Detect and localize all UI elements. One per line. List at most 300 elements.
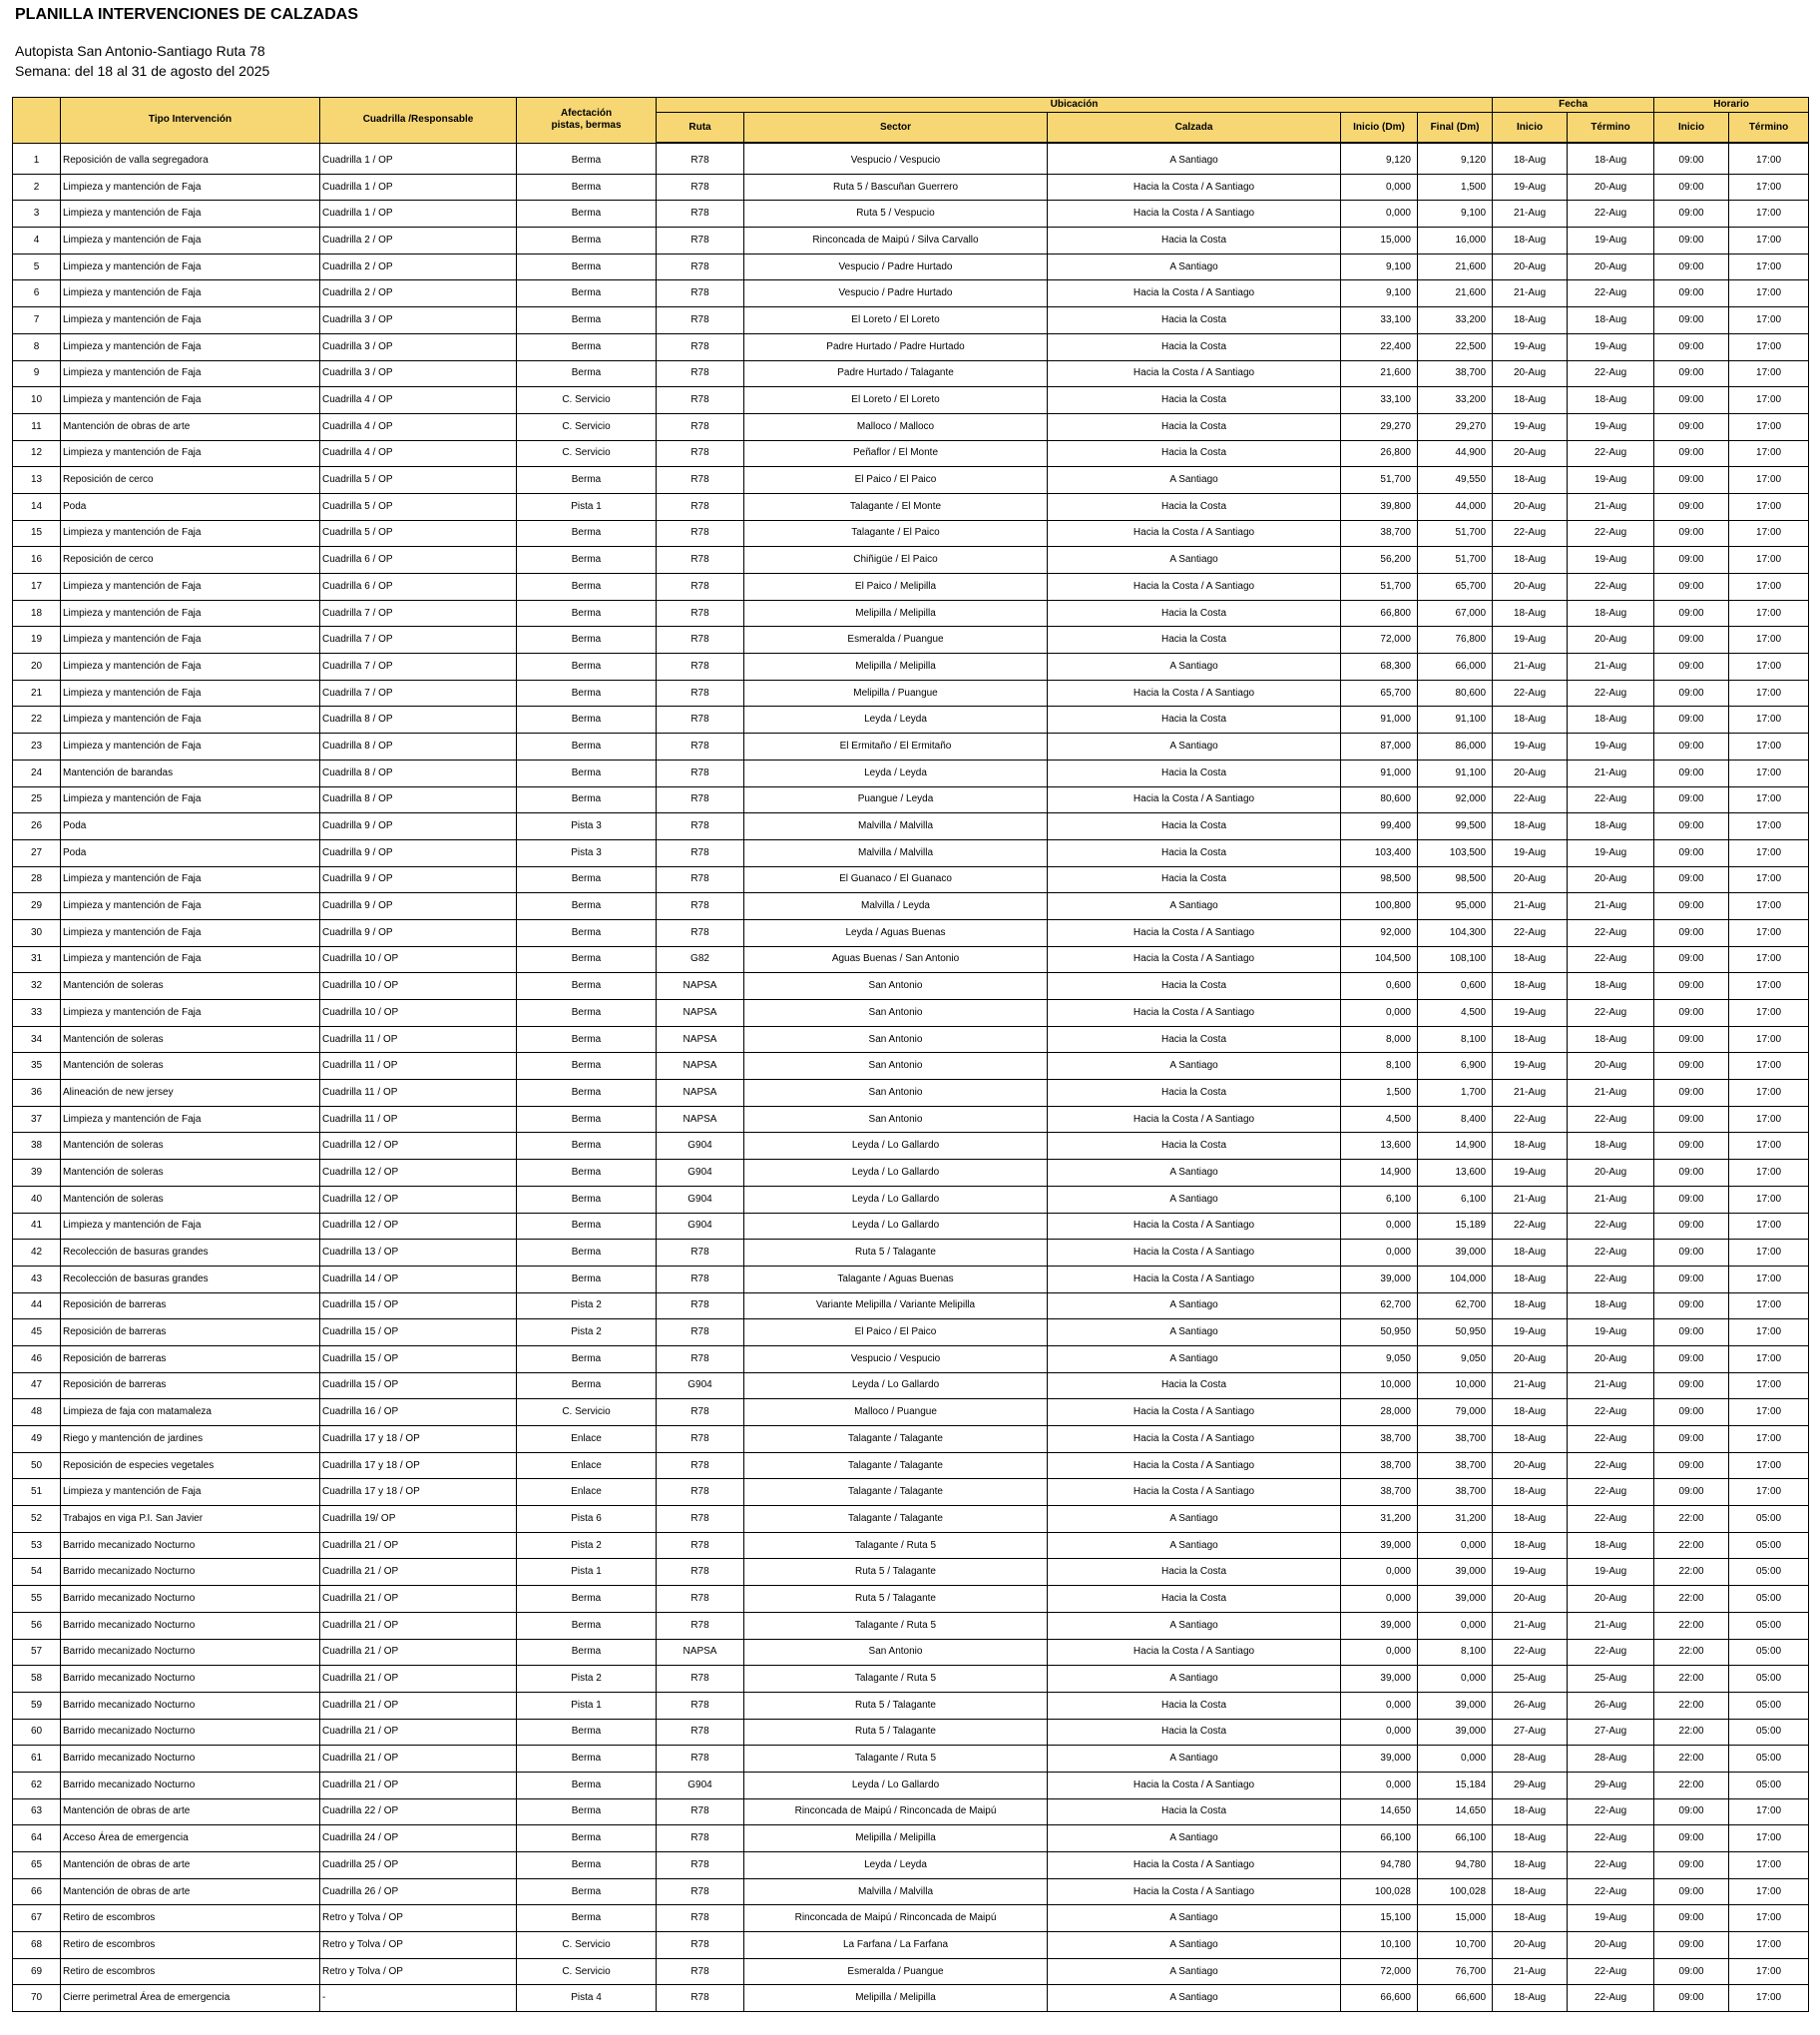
cell-afectacion: C. Servicio [517, 1932, 657, 1959]
cell-fecha-termino: 22-Aug [1568, 1240, 1654, 1267]
cell-afectacion: Berma [517, 333, 657, 360]
cell-cuadrilla: Cuadrilla 12 / OP [320, 1160, 517, 1187]
cell-number: 56 [13, 1612, 61, 1639]
cell-afectacion: Pista 2 [517, 1666, 657, 1693]
table-row [13, 1292, 1809, 1319]
cell-afectacion: Berma [517, 1345, 657, 1372]
cell-hora-termino: 05:00 [1729, 1746, 1809, 1773]
cell-final-dm: 104,000 [1418, 1266, 1493, 1292]
cell-cuadrilla: Retro y Tolva / OP [320, 1905, 517, 1932]
cell-afectacion: Berma [517, 893, 657, 920]
table-row [13, 1798, 1809, 1825]
cell-afectacion: Enlace [517, 1479, 657, 1506]
cell-sector: Ruta 5 / Talagante [744, 1240, 1048, 1267]
cell-fecha-inicio: 18-Aug [1493, 1985, 1568, 2012]
cell-ruta: R78 [657, 360, 744, 387]
cell-ruta: R78 [657, 1958, 744, 1985]
cell-afectacion: Berma [517, 174, 657, 201]
cell-calzada: A Santiago [1048, 734, 1341, 761]
cell-inicio-dm: 10,000 [1341, 1372, 1418, 1399]
cell-hora-inicio: 09:00 [1654, 1825, 1729, 1852]
cell-ruta: R78 [657, 1932, 744, 1959]
cell-calzada: Hacia la Costa [1048, 839, 1341, 866]
cell-cuadrilla: Cuadrilla 21 / OP [320, 1532, 517, 1559]
cell-hora-inicio: 09:00 [1654, 1026, 1729, 1053]
cell-afectacion: Berma [517, 360, 657, 387]
cell-calzada: Hacia la Costa [1048, 1719, 1341, 1746]
cell-hora-termino: 17:00 [1729, 1345, 1809, 1372]
cell-tipo: Barrido mecanizado Nocturno [61, 1746, 320, 1773]
cell-number: 42 [13, 1240, 61, 1267]
subtitle-highway: Autopista San Antonio-Santiago Ruta 78 [15, 43, 265, 59]
cell-sector: Esmeralda / Puangue [744, 1958, 1048, 1985]
cell-sector: Ruta 5 / Talagante [744, 1559, 1048, 1586]
cell-tipo: Recolección de basuras grandes [61, 1266, 320, 1292]
cell-fecha-termino: 22-Aug [1568, 1798, 1654, 1825]
cell-calzada: A Santiago [1048, 143, 1341, 174]
cell-cuadrilla: Cuadrilla 11 / OP [320, 1053, 517, 1080]
cell-afectacion: Berma [517, 600, 657, 627]
table-row [13, 1905, 1809, 1932]
cell-number: 14 [13, 493, 61, 520]
cell-cuadrilla: Cuadrilla 12 / OP [320, 1186, 517, 1213]
cell-fecha-inicio: 22-Aug [1493, 786, 1568, 813]
cell-cuadrilla: Cuadrilla 2 / OP [320, 254, 517, 280]
cell-fecha-termino: 19-Aug [1568, 228, 1654, 254]
cell-hora-termino: 17:00 [1729, 1905, 1809, 1932]
cell-cuadrilla: Cuadrilla 11 / OP [320, 1106, 517, 1133]
cell-fecha-termino: 22-Aug [1568, 1266, 1654, 1292]
cell-ruta: R78 [657, 760, 744, 786]
cell-ruta: R78 [657, 866, 744, 893]
cell-hora-termino: 17:00 [1729, 1479, 1809, 1506]
cell-hora-inicio: 09:00 [1654, 866, 1729, 893]
page-title: PLANILLA INTERVENCIONES DE CALZADAS [15, 6, 359, 23]
cell-ruta: R78 [657, 1746, 744, 1773]
cell-inicio-dm: 9,050 [1341, 1345, 1418, 1372]
header-inicio-dm: Inicio (Dm) [1341, 113, 1418, 144]
cell-afectacion: Pista 4 [517, 1985, 657, 2012]
cell-final-dm: 15,189 [1418, 1213, 1493, 1240]
cell-fecha-termino: 21-Aug [1568, 1080, 1654, 1107]
cell-hora-termino: 17:00 [1729, 1053, 1809, 1080]
cell-hora-inicio: 09:00 [1654, 1479, 1729, 1506]
cell-ruta: R78 [657, 1240, 744, 1267]
cell-fecha-inicio: 19-Aug [1493, 1160, 1568, 1187]
cell-cuadrilla: Cuadrilla 12 / OP [320, 1133, 517, 1160]
cell-number: 44 [13, 1292, 61, 1319]
cell-final-dm: 15,000 [1418, 1905, 1493, 1932]
table-row [13, 1612, 1809, 1639]
cell-tipo: Alineación de new jersey [61, 1080, 320, 1107]
cell-inicio-dm: 9,100 [1341, 280, 1418, 307]
cell-ruta: R78 [657, 143, 744, 174]
table-row [13, 1160, 1809, 1187]
cell-afectacion: Berma [517, 280, 657, 307]
cell-number: 40 [13, 1186, 61, 1213]
cell-fecha-inicio: 22-Aug [1493, 919, 1568, 946]
cell-final-dm: 22,500 [1418, 333, 1493, 360]
cell-sector: Talagante / Ruta 5 [744, 1746, 1048, 1773]
cell-tipo: Mantención de obras de arte [61, 413, 320, 440]
cell-afectacion: Enlace [517, 1426, 657, 1453]
cell-fecha-termino: 22-Aug [1568, 1000, 1654, 1027]
cell-tipo: Poda [61, 493, 320, 520]
cell-inicio-dm: 0,000 [1341, 1719, 1418, 1746]
table-row [13, 654, 1809, 681]
cell-tipo: Acceso Área de emergencia [61, 1825, 320, 1852]
header-final-dm: Final (Dm) [1418, 113, 1493, 144]
cell-inicio-dm: 21,600 [1341, 360, 1418, 387]
header-fecha: Fecha [1493, 98, 1654, 113]
cell-number: 67 [13, 1905, 61, 1932]
cell-cuadrilla: Cuadrilla 2 / OP [320, 280, 517, 307]
table-row [13, 1719, 1809, 1746]
cell-afectacion: Berma [517, 520, 657, 547]
cell-ruta: R78 [657, 440, 744, 467]
cell-afectacion: Berma [517, 1053, 657, 1080]
cell-fecha-termino: 20-Aug [1568, 1053, 1654, 1080]
cell-ruta: NAPSA [657, 1053, 744, 1080]
cell-calzada: Hacia la Costa [1048, 866, 1341, 893]
cell-calzada: A Santiago [1048, 1905, 1341, 1932]
cell-calzada: Hacia la Costa / A Santiago [1048, 1240, 1341, 1267]
cell-afectacion: Pista 3 [517, 839, 657, 866]
cell-ruta: R78 [657, 627, 744, 654]
header-number [13, 98, 61, 144]
cell-inicio-dm: 0,000 [1341, 174, 1418, 201]
cell-hora-inicio: 09:00 [1654, 280, 1729, 307]
cell-cuadrilla: Retro y Tolva / OP [320, 1932, 517, 1959]
cell-inicio-dm: 39,000 [1341, 1666, 1418, 1693]
cell-calzada: Hacia la Costa / A Santiago [1048, 946, 1341, 973]
cell-calzada: Hacia la Costa / A Santiago [1048, 1878, 1341, 1905]
cell-inicio-dm: 9,100 [1341, 254, 1418, 280]
cell-afectacion: Berma [517, 1213, 657, 1240]
cell-afectacion: Berma [517, 919, 657, 946]
cell-final-dm: 1,500 [1418, 174, 1493, 201]
cell-hora-inicio: 09:00 [1654, 174, 1729, 201]
cell-hora-inicio: 09:00 [1654, 1319, 1729, 1346]
cell-hora-inicio: 22:00 [1654, 1586, 1729, 1613]
table-row [13, 413, 1809, 440]
cell-calzada: Hacia la Costa [1048, 1372, 1341, 1399]
cell-hora-termino: 17:00 [1729, 1399, 1809, 1426]
cell-hora-inicio: 09:00 [1654, 360, 1729, 387]
cell-tipo: Mantención de obras de arte [61, 1798, 320, 1825]
cell-hora-termino: 17:00 [1729, 946, 1809, 973]
table-row [13, 360, 1809, 387]
cell-number: 27 [13, 839, 61, 866]
cell-fecha-termino: 22-Aug [1568, 680, 1654, 707]
cell-calzada: Hacia la Costa / A Santiago [1048, 1213, 1341, 1240]
cell-cuadrilla: Cuadrilla 21 / OP [320, 1666, 517, 1693]
cell-ruta: R78 [657, 919, 744, 946]
cell-ruta: R78 [657, 1292, 744, 1319]
cell-cuadrilla: Cuadrilla 11 / OP [320, 1026, 517, 1053]
cell-hora-termino: 17:00 [1729, 574, 1809, 601]
cell-tipo: Mantención de soleras [61, 1026, 320, 1053]
cell-fecha-inicio: 18-Aug [1493, 1479, 1568, 1506]
cell-cuadrilla: Cuadrilla 5 / OP [320, 493, 517, 520]
cell-hora-termino: 17:00 [1729, 1958, 1809, 1985]
cell-cuadrilla: Retro y Tolva / OP [320, 1958, 517, 1985]
table-row [13, 254, 1809, 280]
cell-final-dm: 51,700 [1418, 547, 1493, 574]
cell-inicio-dm: 0,000 [1341, 201, 1418, 228]
table-row [13, 1133, 1809, 1160]
cell-inicio-dm: 91,000 [1341, 707, 1418, 734]
cell-afectacion: Berma [517, 707, 657, 734]
cell-tipo: Limpieza y mantención de Faja [61, 893, 320, 920]
cell-sector: Leyda / Lo Gallardo [744, 1160, 1048, 1187]
cell-calzada: A Santiago [1048, 1186, 1341, 1213]
cell-ruta: R78 [657, 307, 744, 334]
cell-hora-termino: 17:00 [1729, 1213, 1809, 1240]
cell-afectacion: Berma [517, 1639, 657, 1666]
cell-number: 15 [13, 520, 61, 547]
cell-inicio-dm: 33,100 [1341, 387, 1418, 414]
cell-tipo: Mantención de obras de arte [61, 1852, 320, 1879]
cell-calzada: Hacia la Costa / A Santiago [1048, 919, 1341, 946]
cell-hora-inicio: 09:00 [1654, 1958, 1729, 1985]
table-row [13, 1506, 1809, 1533]
cell-fecha-termino: 22-Aug [1568, 946, 1654, 973]
cell-hora-inicio: 09:00 [1654, 254, 1729, 280]
cell-hora-termino: 17:00 [1729, 760, 1809, 786]
cell-number: 3 [13, 201, 61, 228]
cell-ruta: R78 [657, 333, 744, 360]
cell-sector: Leyda / Leyda [744, 760, 1048, 786]
table-row [13, 786, 1809, 813]
cell-fecha-inicio: 21-Aug [1493, 201, 1568, 228]
cell-afectacion: Pista 6 [517, 1506, 657, 1533]
cell-final-dm: 15,184 [1418, 1772, 1493, 1798]
table-row [13, 228, 1809, 254]
cell-fecha-termino: 18-Aug [1568, 1026, 1654, 1053]
table-row [13, 946, 1809, 973]
cell-number: 11 [13, 413, 61, 440]
cell-fecha-inicio: 20-Aug [1493, 360, 1568, 387]
cell-final-dm: 44,000 [1418, 493, 1493, 520]
table-row [13, 1639, 1809, 1666]
cell-hora-termino: 17:00 [1729, 440, 1809, 467]
cell-hora-inicio: 09:00 [1654, 1399, 1729, 1426]
cell-tipo: Reposición de barreras [61, 1292, 320, 1319]
cell-number: 25 [13, 786, 61, 813]
cell-fecha-termino: 27-Aug [1568, 1719, 1654, 1746]
cell-sector: Leyda / Leyda [744, 707, 1048, 734]
cell-calzada: A Santiago [1048, 1053, 1341, 1080]
cell-tipo: Poda [61, 839, 320, 866]
cell-tipo: Limpieza y mantención de Faja [61, 946, 320, 973]
cell-sector: El Loreto / El Loreto [744, 387, 1048, 414]
cell-inicio-dm: 0,000 [1341, 1639, 1418, 1666]
cell-afectacion: Pista 2 [517, 1292, 657, 1319]
cell-fecha-inicio: 26-Aug [1493, 1692, 1568, 1719]
cell-inicio-dm: 66,600 [1341, 1985, 1418, 2012]
cell-number: 7 [13, 307, 61, 334]
cell-hora-inicio: 09:00 [1654, 1852, 1729, 1879]
cell-final-dm: 0,000 [1418, 1666, 1493, 1693]
cell-ruta: R78 [657, 493, 744, 520]
cell-fecha-inicio: 22-Aug [1493, 1106, 1568, 1133]
cell-afectacion: Berma [517, 1160, 657, 1187]
cell-ruta: R78 [657, 413, 744, 440]
cell-sector: Rinconcada de Maipú / Silva Carvallo [744, 228, 1048, 254]
table-row [13, 1852, 1809, 1879]
cell-cuadrilla: Cuadrilla 10 / OP [320, 946, 517, 973]
cell-calzada: A Santiago [1048, 254, 1341, 280]
cell-tipo: Reposición de valla segregadora [61, 143, 320, 174]
cell-cuadrilla: Cuadrilla 21 / OP [320, 1692, 517, 1719]
table-row [13, 201, 1809, 228]
cell-afectacion: Berma [517, 1905, 657, 1932]
cell-fecha-termino: 19-Aug [1568, 547, 1654, 574]
cell-number: 2 [13, 174, 61, 201]
cell-cuadrilla: Cuadrilla 21 / OP [320, 1559, 517, 1586]
cell-fecha-termino: 18-Aug [1568, 973, 1654, 1000]
interventions-table [12, 97, 1809, 2012]
cell-final-dm: 44,900 [1418, 440, 1493, 467]
cell-tipo: Limpieza y mantención de Faja [61, 387, 320, 414]
table-row [13, 493, 1809, 520]
cell-calzada: A Santiago [1048, 893, 1341, 920]
cell-hora-inicio: 09:00 [1654, 1266, 1729, 1292]
cell-hora-termino: 17:00 [1729, 174, 1809, 201]
cell-cuadrilla: Cuadrilla 8 / OP [320, 760, 517, 786]
cell-ruta: G904 [657, 1213, 744, 1240]
cell-number: 54 [13, 1559, 61, 1586]
cell-number: 68 [13, 1932, 61, 1959]
cell-fecha-inicio: 18-Aug [1493, 973, 1568, 1000]
cell-fecha-termino: 22-Aug [1568, 1639, 1654, 1666]
cell-final-dm: 10,000 [1418, 1372, 1493, 1399]
cell-calzada: Hacia la Costa [1048, 228, 1341, 254]
cell-final-dm: 38,700 [1418, 360, 1493, 387]
cell-fecha-termino: 18-Aug [1568, 1133, 1654, 1160]
cell-tipo: Mantención de soleras [61, 1160, 320, 1187]
cell-ruta: NAPSA [657, 1106, 744, 1133]
cell-inicio-dm: 87,000 [1341, 734, 1418, 761]
header-sector: Sector [744, 113, 1048, 144]
cell-ruta: R78 [657, 1586, 744, 1613]
cell-hora-termino: 17:00 [1729, 893, 1809, 920]
cell-final-dm: 9,120 [1418, 143, 1493, 174]
cell-final-dm: 0,000 [1418, 1612, 1493, 1639]
cell-hora-inicio: 09:00 [1654, 1452, 1729, 1479]
cell-number: 38 [13, 1133, 61, 1160]
cell-number: 36 [13, 1080, 61, 1107]
cell-afectacion: Enlace [517, 1452, 657, 1479]
cell-fecha-termino: 19-Aug [1568, 1319, 1654, 1346]
cell-fecha-termino: 19-Aug [1568, 1559, 1654, 1586]
cell-hora-termino: 05:00 [1729, 1559, 1809, 1586]
cell-number: 30 [13, 919, 61, 946]
cell-fecha-inicio: 18-Aug [1493, 1878, 1568, 1905]
cell-final-dm: 38,700 [1418, 1479, 1493, 1506]
cell-fecha-termino: 26-Aug [1568, 1692, 1654, 1719]
cell-hora-inicio: 09:00 [1654, 680, 1729, 707]
header-fecha-inicio: Inicio [1493, 113, 1568, 144]
cell-sector: El Paico / Melipilla [744, 574, 1048, 601]
cell-hora-inicio: 09:00 [1654, 734, 1729, 761]
cell-afectacion: Berma [517, 1240, 657, 1267]
cell-fecha-inicio: 21-Aug [1493, 1958, 1568, 1985]
cell-sector: Leyda / Lo Gallardo [744, 1133, 1048, 1160]
cell-hora-termino: 17:00 [1729, 1133, 1809, 1160]
cell-afectacion: Berma [517, 654, 657, 681]
cell-hora-inicio: 22:00 [1654, 1692, 1729, 1719]
table-row [13, 1026, 1809, 1053]
cell-inicio-dm: 68,300 [1341, 654, 1418, 681]
cell-sector: San Antonio [744, 1026, 1048, 1053]
cell-calzada: Hacia la Costa / A Santiago [1048, 1426, 1341, 1453]
cell-inicio-dm: 0,000 [1341, 1692, 1418, 1719]
cell-sector: Talagante / Talagante [744, 1479, 1048, 1506]
table-row [13, 760, 1809, 786]
cell-tipo: Limpieza y mantención de Faja [61, 654, 320, 681]
cell-calzada: Hacia la Costa [1048, 493, 1341, 520]
cell-inicio-dm: 66,800 [1341, 600, 1418, 627]
cell-afectacion: Berma [517, 973, 657, 1000]
cell-sector: Esmeralda / Puangue [744, 627, 1048, 654]
cell-hora-termino: 17:00 [1729, 1240, 1809, 1267]
cell-inicio-dm: 14,650 [1341, 1798, 1418, 1825]
cell-fecha-inicio: 20-Aug [1493, 760, 1568, 786]
cell-cuadrilla: Cuadrilla 12 / OP [320, 1213, 517, 1240]
cell-tipo: Barrido mecanizado Nocturno [61, 1639, 320, 1666]
cell-calzada: Hacia la Costa [1048, 1080, 1341, 1107]
cell-hora-termino: 17:00 [1729, 839, 1809, 866]
cell-hora-termino: 17:00 [1729, 1426, 1809, 1453]
cell-calzada: A Santiago [1048, 467, 1341, 494]
header-ubicacion: Ubicación [657, 98, 1493, 113]
cell-number: 51 [13, 1479, 61, 1506]
cell-afectacion: Berma [517, 1186, 657, 1213]
cell-hora-inicio: 22:00 [1654, 1666, 1729, 1693]
cell-fecha-termino: 22-Aug [1568, 360, 1654, 387]
cell-calzada: Hacia la Costa [1048, 1559, 1341, 1586]
cell-hora-termino: 17:00 [1729, 1985, 1809, 2012]
cell-number: 8 [13, 333, 61, 360]
cell-final-dm: 29,270 [1418, 413, 1493, 440]
cell-tipo: Mantención de obras de arte [61, 1878, 320, 1905]
cell-afectacion: Berma [517, 627, 657, 654]
cell-number: 32 [13, 973, 61, 1000]
cell-ruta: R78 [657, 1825, 744, 1852]
cell-cuadrilla: Cuadrilla 17 y 18 / OP [320, 1452, 517, 1479]
cell-hora-inicio: 22:00 [1654, 1612, 1729, 1639]
table-row [13, 1692, 1809, 1719]
cell-hora-inicio: 09:00 [1654, 946, 1729, 973]
cell-tipo: Limpieza y mantención de Faja [61, 333, 320, 360]
cell-inicio-dm: 66,100 [1341, 1825, 1418, 1852]
cell-calzada: A Santiago [1048, 547, 1341, 574]
cell-tipo: Limpieza y mantención de Faja [61, 627, 320, 654]
cell-fecha-termino: 21-Aug [1568, 493, 1654, 520]
cell-sector: Talagante / Talagante [744, 1452, 1048, 1479]
cell-calzada: Hacia la Costa / A Santiago [1048, 680, 1341, 707]
cell-calzada: Hacia la Costa / A Santiago [1048, 520, 1341, 547]
cell-number: 59 [13, 1692, 61, 1719]
cell-fecha-inicio: 19-Aug [1493, 1559, 1568, 1586]
cell-hora-termino: 17:00 [1729, 866, 1809, 893]
cell-hora-termino: 17:00 [1729, 201, 1809, 228]
cell-hora-inicio: 09:00 [1654, 627, 1729, 654]
cell-number: 52 [13, 1506, 61, 1533]
cell-ruta: R78 [657, 1878, 744, 1905]
